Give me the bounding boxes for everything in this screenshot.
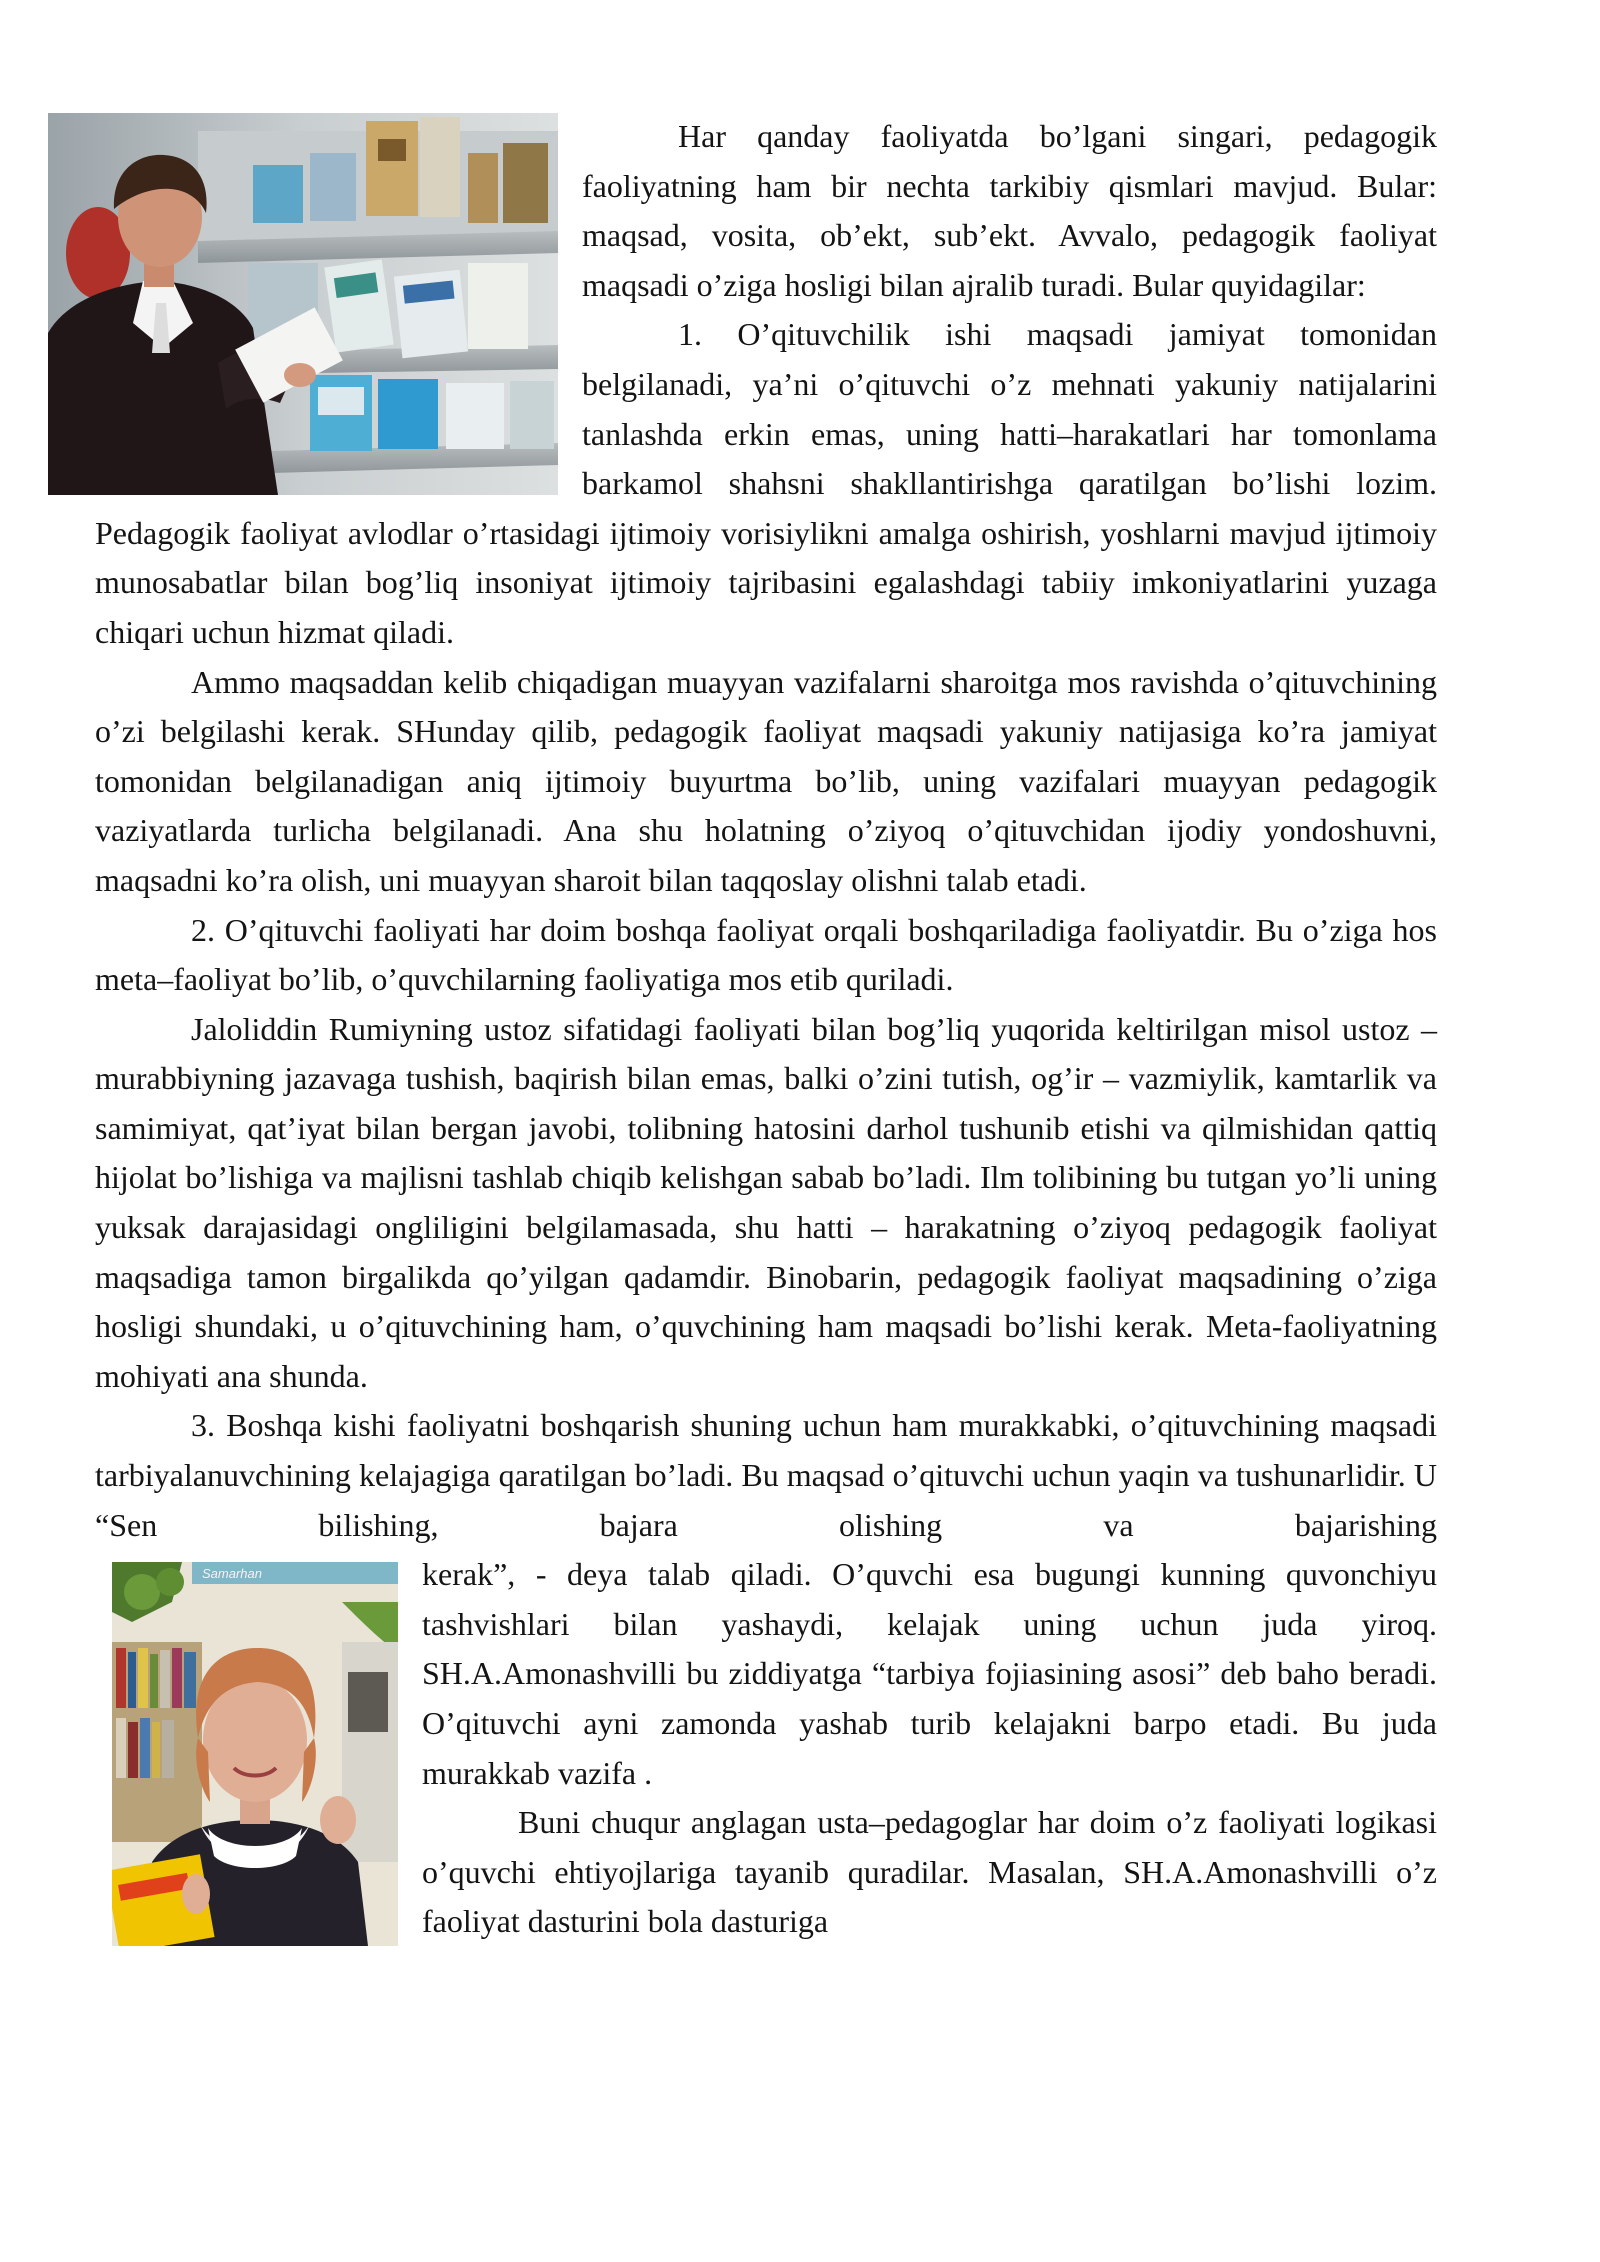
paragraph-5: Jaloliddin Rumiyning ustoz sifatidagi faoliyati bilan bog’liq yuqorida keltirilgan misol ustoz – murabbiyning jazavaga tushish, baqirish bilan emas, balki o’zini tutish, og’ir – vazmiylik, kamtarlik va samimiyat, qat’iyat bilan bergan javobi, tolibning hatosini darhol tushunib etishi va qilmishidan qattiq hijolat bo’lishiga va majlisni tashlab chiqib kelishgan sabab bo’ladi. Ilm tolibining bu tutgan yo’li uning yuksak darajasidagi ongliligini belgilamasada, shu hatti – harakatning o’ziyoq pedagogik faoliyat maqsadiga tamon birgalikda qo’yilgan qadamdir. Binobarin, pedagogik faoliyat maqsadining o’ziga hosligi shundaki, u o’qituvchining ham, o’quvchining ham maqsadi bo’lishi kerak. Meta-faoliyatning mohiyati ana shunda.	[95, 1010, 1437, 1394]
paragraph-3: Ammo maqsaddan kelib chiqadigan muayyan vazifalarni sharoitga mos ravishda o’qituvchining o’zi belgilashi kerak. SHunday qilib, pedagogik faoliyat maqsadi yakuniy natijasiga ko’ra jamiyat tomonidan belgilanadigan aniq ijtimoiy buyurtma bo’lib, uning vazifalari muayyan pedagogik vaziyatlarda turlicha belgilanadi. Ana shu holatning o’ziyoq o’qituvchidan ijodiy yondoshuvni, maqsadni ko’ra olish, uni muayyan sharoit bilan taqqoslay olishni talab etadi.	[95, 663, 1437, 898]
photo-teacher-portrait-icon	[112, 1562, 398, 1946]
paragraph-4: 2. O’qituvchi faoliyati har doim boshqa faoliyat orqali boshqariladiga faoliyatdir. Bu o’ziga hos meta–faoliyat bo’lib, o’quvchilarning faoliyatiga mos etib quriladi.	[95, 911, 1437, 998]
paragraph-7: Buni chuqur anglagan usta–pedagoglar har doim o’z faoliyati logikasi o’quvchi ehtiyojlariga tayanib quradilar. Masalan, SH.A.Amonashvilli o’z faoliyat dasturini bola dasturiga	[422, 1804, 1437, 1940]
paragraph-6-text-part-2: kerak”, - deya talab qiladi. O’quvchi esa bugungi kunning quvonchiyu tashvishlari bilan yashaydi, kelajak uning uchun juda yiroq. SH.A.Amonashvilli bu ziddiyatga “tarbiya fojiasining asosi” deb baho beradi. O’qituvchi ayni zamonda yashab turib kelajakni barpo etadi. Bu juda murakkab vazifa .	[422, 1556, 1437, 1791]
paragraph-6-text	[95, 1401, 1437, 1790]
teacher-portrait-photo	[112, 1562, 398, 1946]
sign-text: Samarhan	[202, 1566, 262, 1582]
paragraph-6	[95, 1401, 1437, 1798]
paragraph-1: Har qanday faoliyatda bo’lgani singari, pedagogik faoliyatning ham bir nechta tarkibiy qismlari mavjud. Bular: maqsad, vosita, ob’ekt, sub’ekt. Avvalo, pedagogik faoliyat maqsadi o’ziga hosligi bilan ajralib turadi. Bular quyidagilar:	[582, 118, 1437, 303]
photo-teacher-at-bookshelf-icon	[48, 113, 558, 495]
paragraph-2: 1. O’qituvchilik ishi maqsadi jamiyat tomonidan belgilanadi, ya’ni o’qituvchi o’z mehnati yakuniy natijalarini tanlashda erkin emas, uning hatti–harakatlari har tomonlama barkamol shahsni shakllantirishga qaratilgan bo’lishi lozim. Pedagogik faoliyat avlodlar o’rtasidagi ijtimoiy vorisiylikni amalga oshirish, yoshlarni mavjud ijtimoiy munosabatlar bilan bog’liq insoniyat ijtimoiy tajribasini egalashdagi tabiiy imkoniyatlarini yuzaga chiqari uchun hizmat qiladi.	[95, 316, 1437, 650]
document-body	[95, 112, 1437, 1947]
paragraph-6-text-part-1: 3. Boshqa kishi faoliyatni boshqarish shuning uchun ham murakkabki, o’qituvchining maqsadi tarbiyalanuvchining kelajagiga qaratilgan bo’ladi. Bu maqsad o’qituvchi uchun yaqin va tushunarlidir. U “Sen bilishing, bajara olishing va bajarishing	[95, 1407, 1437, 1543]
teacher-bookshelf-photo	[48, 113, 558, 495]
